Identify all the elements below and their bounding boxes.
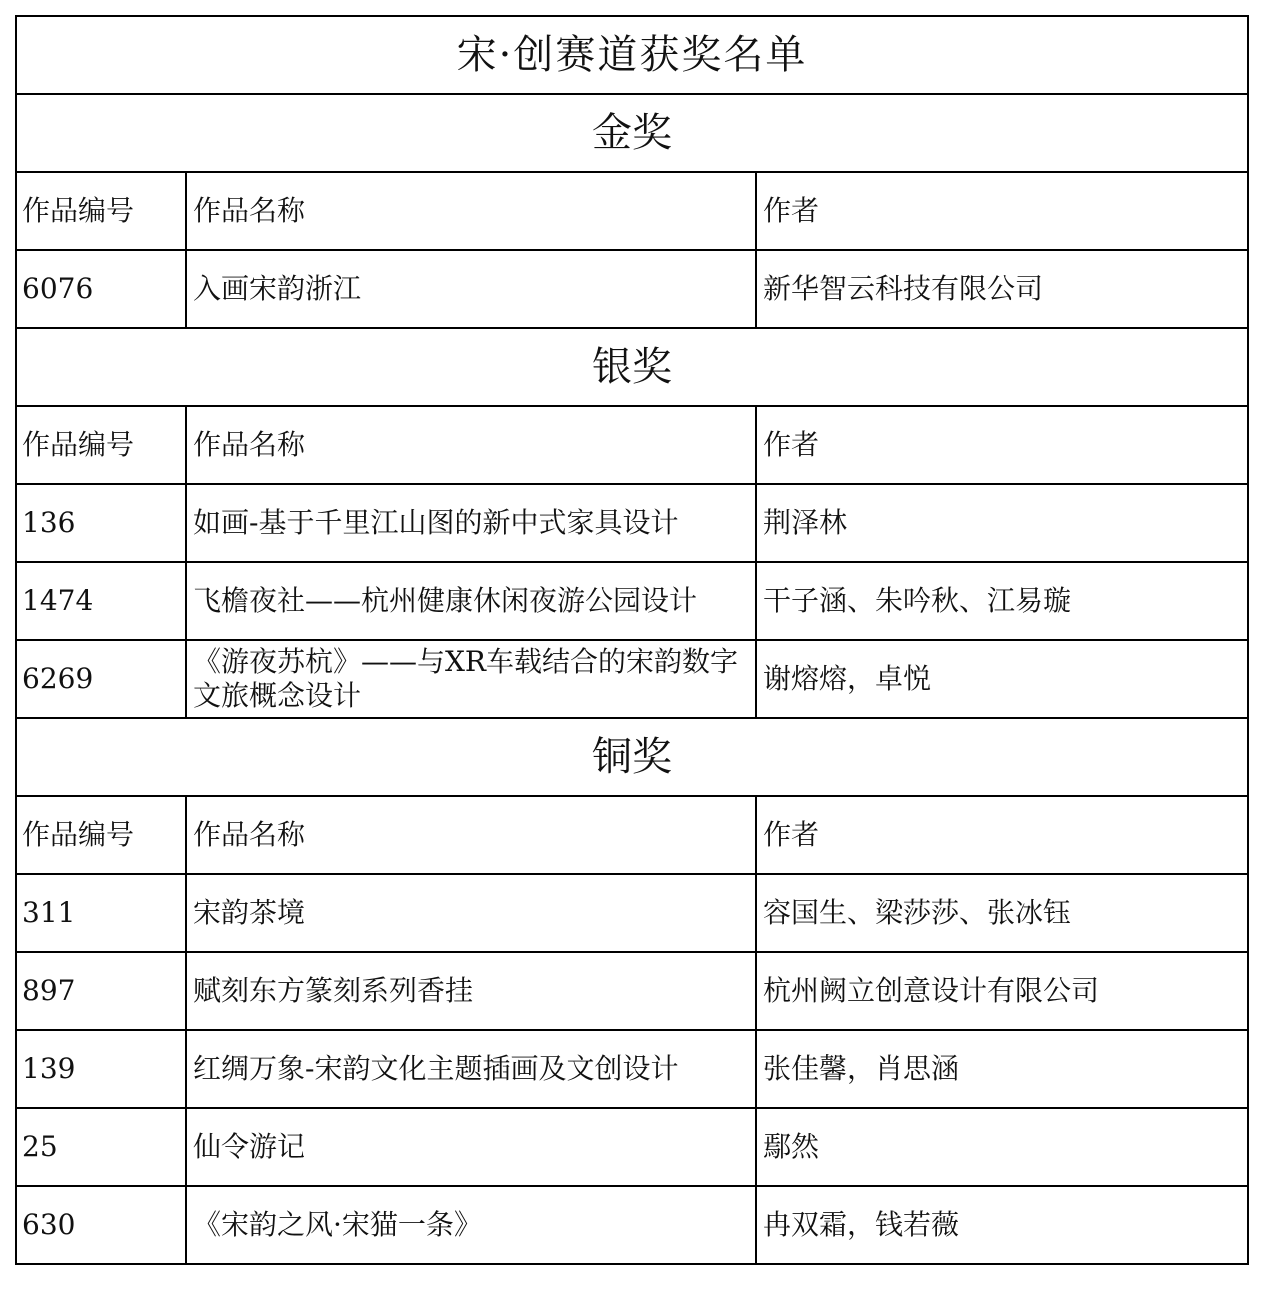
entry-id: 139: [16, 1030, 186, 1108]
column-header-name: 作品名称: [186, 796, 756, 874]
entry-name: 赋刻东方篆刻系列香挂: [186, 952, 756, 1030]
table-row: [16, 484, 1248, 562]
column-header-row: [16, 172, 1248, 250]
title-row: [16, 16, 1248, 94]
entry-id: 630: [16, 1186, 186, 1264]
entry-id: 1474: [16, 562, 186, 640]
column-header-id: 作品编号: [16, 796, 186, 874]
column-header-author: 作者: [756, 796, 1248, 874]
column-header-row: [16, 796, 1248, 874]
entry-author: 鄢然: [756, 1108, 1248, 1186]
entry-name: 红绸万象-宋韵文化主题插画及文创设计: [186, 1030, 756, 1108]
entry-id: 25: [16, 1108, 186, 1186]
entry-id: 6269: [16, 640, 186, 718]
entry-id: 136: [16, 484, 186, 562]
section-row-bronze: [16, 718, 1248, 796]
column-header-name: 作品名称: [186, 406, 756, 484]
entry-author: 谢熔熔，卓悦: [756, 640, 1248, 718]
entry-id: 311: [16, 874, 186, 952]
entry-author: 容国生、梁莎莎、张冰钰: [756, 874, 1248, 952]
column-header-author: 作者: [756, 172, 1248, 250]
entry-author: 荆泽林: [756, 484, 1248, 562]
table-row: [16, 1108, 1248, 1186]
entry-name: [186, 640, 756, 718]
entry-id: 6076: [16, 250, 186, 328]
section-row-gold: [16, 94, 1248, 172]
section-heading-silver: 银奖: [16, 328, 1248, 406]
entry-id: 897: [16, 952, 186, 1030]
column-header-id: 作品编号: [16, 406, 186, 484]
page-title: 宋·创赛道获奖名单: [16, 16, 1248, 94]
table-row: [16, 1030, 1248, 1108]
entry-author: 干子涵、朱吟秋、江易璇: [756, 562, 1248, 640]
table-row: [16, 250, 1248, 328]
entry-author: 新华智云科技有限公司: [756, 250, 1248, 328]
column-header-name: 作品名称: [186, 172, 756, 250]
entry-name: 宋韵茶境: [186, 874, 756, 952]
entry-name: 飞檐夜社——杭州健康休闲夜游公园设计: [186, 562, 756, 640]
column-header-id: 作品编号: [16, 172, 186, 250]
entry-author: 冉双霜，钱若薇: [756, 1186, 1248, 1264]
column-header-author: 作者: [756, 406, 1248, 484]
entry-name: 如画-基于千里江山图的新中式家具设计: [186, 484, 756, 562]
entry-author: 杭州阙立创意设计有限公司: [756, 952, 1248, 1030]
table-row: [16, 952, 1248, 1030]
entry-name-text: 《游夜苏杭》——与XR车载结合的宋韵数字文旅概念设计: [193, 645, 739, 712]
column-header-row: [16, 406, 1248, 484]
section-heading-gold: 金奖: [16, 94, 1248, 172]
awards-table: [15, 15, 1249, 1265]
entry-name: 《宋韵之风·宋猫一条》: [186, 1186, 756, 1264]
table-row: [16, 640, 1248, 718]
section-heading-bronze: 铜奖: [16, 718, 1248, 796]
table-row: [16, 562, 1248, 640]
section-row-silver: [16, 328, 1248, 406]
entry-author: 张佳馨，肖思涵: [756, 1030, 1248, 1108]
entry-name: 仙令游记: [186, 1108, 756, 1186]
entry-name: 入画宋韵浙江: [186, 250, 756, 328]
table-row: [16, 1186, 1248, 1264]
table-row: [16, 874, 1248, 952]
